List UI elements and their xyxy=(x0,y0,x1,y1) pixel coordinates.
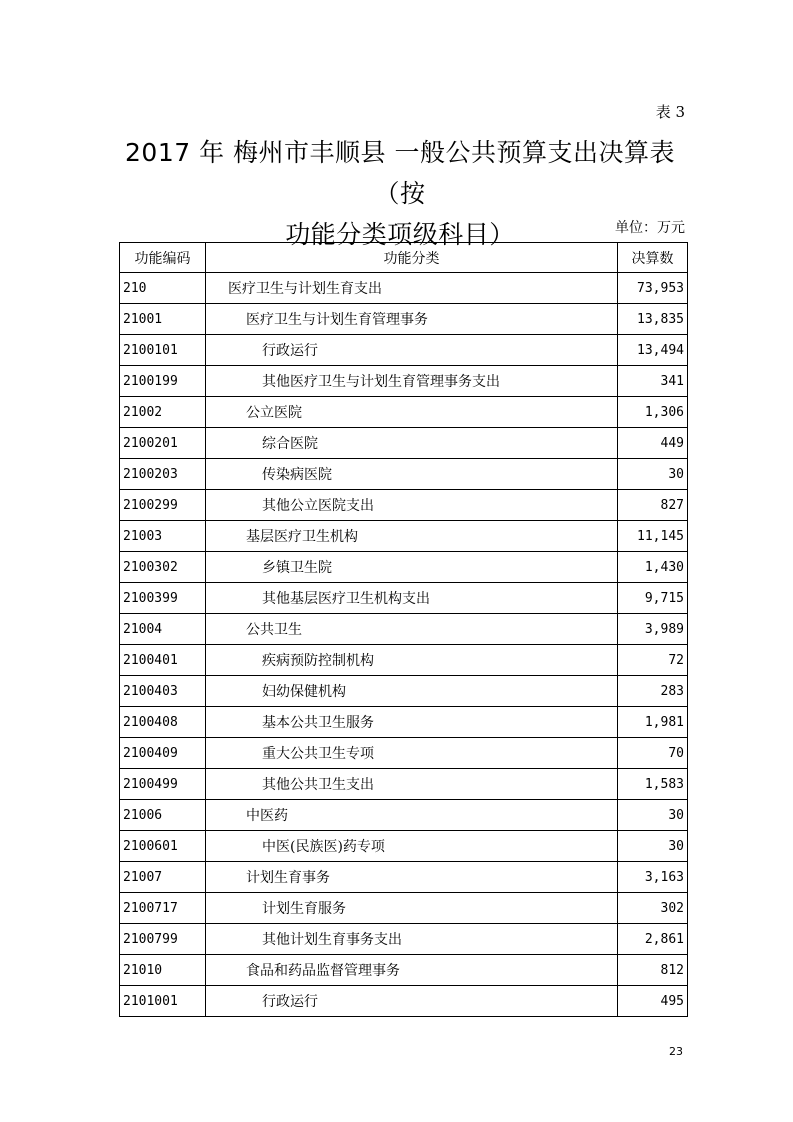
function-name-cell: 传染病医院 xyxy=(206,459,618,490)
function-code-cell: 2100302 xyxy=(120,552,206,583)
table-row xyxy=(120,397,688,428)
function-code-cell: 21007 xyxy=(120,862,206,893)
function-code-cell: 2100499 xyxy=(120,769,206,800)
amount-cell: 827 xyxy=(618,490,688,521)
amount-cell: 812 xyxy=(618,955,688,986)
table-row xyxy=(120,645,688,676)
function-name-cell: 公共卫生 xyxy=(206,614,618,645)
table-row xyxy=(120,490,688,521)
table-row xyxy=(120,614,688,645)
table-row xyxy=(120,924,688,955)
title-line-2: 功能分类项级科目） xyxy=(285,220,515,249)
function-name-cell: 公立医院 xyxy=(206,397,618,428)
table-row xyxy=(120,366,688,397)
table-row xyxy=(120,707,688,738)
table-row xyxy=(120,459,688,490)
function-code-cell: 2100203 xyxy=(120,459,206,490)
function-name-cell: 重大公共卫生专项 xyxy=(206,738,618,769)
table-row xyxy=(120,800,688,831)
function-name-cell: 医疗卫生与计划生育支出 xyxy=(206,273,618,304)
function-name-cell: 行政运行 xyxy=(206,986,618,1017)
amount-cell: 3,989 xyxy=(618,614,688,645)
amount-cell: 11,145 xyxy=(618,521,688,552)
amount-cell: 70 xyxy=(618,738,688,769)
function-code-cell: 21001 xyxy=(120,304,206,335)
amount-cell: 30 xyxy=(618,831,688,862)
function-code-cell: 2100201 xyxy=(120,428,206,459)
table-row xyxy=(120,583,688,614)
table-label: 表 3 xyxy=(655,103,685,121)
page-number: 23 xyxy=(669,1045,683,1058)
function-name-cell: 医疗卫生与计划生育管理事务 xyxy=(206,304,618,335)
function-name-cell: 其他计划生育事务支出 xyxy=(206,924,618,955)
function-name-cell: 食品和药品监督管理事务 xyxy=(206,955,618,986)
amount-cell: 13,494 xyxy=(618,335,688,366)
function-code-cell: 2100409 xyxy=(120,738,206,769)
amount-cell: 302 xyxy=(618,893,688,924)
function-code-cell: 21003 xyxy=(120,521,206,552)
function-name-cell: 基层医疗卫生机构 xyxy=(206,521,618,552)
function-code-cell: 21010 xyxy=(120,955,206,986)
function-code-cell: 210 xyxy=(120,273,206,304)
function-code-cell: 2100299 xyxy=(120,490,206,521)
amount-cell: 495 xyxy=(618,986,688,1017)
table-row xyxy=(120,335,688,366)
table-row xyxy=(120,862,688,893)
function-name-cell: 行政运行 xyxy=(206,335,618,366)
amount-cell: 1,430 xyxy=(618,552,688,583)
amount-cell: 3,163 xyxy=(618,862,688,893)
function-code-cell: 21006 xyxy=(120,800,206,831)
amount-cell: 283 xyxy=(618,676,688,707)
function-name-cell: 乡镇卫生院 xyxy=(206,552,618,583)
table-row xyxy=(120,738,688,769)
function-code-cell: 2100601 xyxy=(120,831,206,862)
table-body xyxy=(120,273,688,1017)
function-name-cell: 综合医院 xyxy=(206,428,618,459)
table-row xyxy=(120,428,688,459)
amount-cell: 30 xyxy=(618,459,688,490)
function-code-cell: 2100408 xyxy=(120,707,206,738)
function-name-cell: 其他基层医疗卫生机构支出 xyxy=(206,583,618,614)
table-header-row xyxy=(120,243,688,273)
function-name-cell: 中医(民族医)药专项 xyxy=(206,831,618,862)
column-header-code: 功能编码 xyxy=(120,243,206,273)
function-name-cell: 基本公共卫生服务 xyxy=(206,707,618,738)
function-name-cell: 其他医疗卫生与计划生育管理事务支出 xyxy=(206,366,618,397)
page-title xyxy=(100,132,700,255)
amount-cell: 72 xyxy=(618,645,688,676)
table-row xyxy=(120,521,688,552)
amount-cell: 1,981 xyxy=(618,707,688,738)
function-code-cell: 2100199 xyxy=(120,366,206,397)
function-code-cell: 21004 xyxy=(120,614,206,645)
function-code-cell: 2101001 xyxy=(120,986,206,1017)
function-name-cell: 计划生育事务 xyxy=(206,862,618,893)
function-code-cell: 2100401 xyxy=(120,645,206,676)
function-name-cell: 中医药 xyxy=(206,800,618,831)
table-row xyxy=(120,893,688,924)
table-row xyxy=(120,552,688,583)
budget-table xyxy=(119,242,688,1017)
function-code-cell: 2100399 xyxy=(120,583,206,614)
amount-cell: 2,861 xyxy=(618,924,688,955)
function-code-cell: 2100101 xyxy=(120,335,206,366)
table-row xyxy=(120,955,688,986)
title-line-1: 2017 年 梅州市丰顺县 一般公共预算支出决算表（按 xyxy=(125,138,675,208)
table-row xyxy=(120,769,688,800)
unit-label: 单位：万元 xyxy=(615,220,685,236)
function-name-cell: 其他公共卫生支出 xyxy=(206,769,618,800)
column-header-amount: 决算数 xyxy=(618,243,688,273)
function-code-cell: 2100799 xyxy=(120,924,206,955)
column-header-name: 功能分类 xyxy=(206,243,618,273)
amount-cell: 9,715 xyxy=(618,583,688,614)
function-name-cell: 妇幼保健机构 xyxy=(206,676,618,707)
table-row xyxy=(120,831,688,862)
function-name-cell: 计划生育服务 xyxy=(206,893,618,924)
table-row xyxy=(120,986,688,1017)
amount-cell: 449 xyxy=(618,428,688,459)
amount-cell: 1,306 xyxy=(618,397,688,428)
amount-cell: 73,953 xyxy=(618,273,688,304)
amount-cell: 13,835 xyxy=(618,304,688,335)
function-name-cell: 疾病预防控制机构 xyxy=(206,645,618,676)
function-code-cell: 2100403 xyxy=(120,676,206,707)
table-row xyxy=(120,273,688,304)
table-row xyxy=(120,676,688,707)
amount-cell: 30 xyxy=(618,800,688,831)
function-name-cell: 其他公立医院支出 xyxy=(206,490,618,521)
function-code-cell: 2100717 xyxy=(120,893,206,924)
table-row xyxy=(120,304,688,335)
amount-cell: 1,583 xyxy=(618,769,688,800)
amount-cell: 341 xyxy=(618,366,688,397)
function-code-cell: 21002 xyxy=(120,397,206,428)
